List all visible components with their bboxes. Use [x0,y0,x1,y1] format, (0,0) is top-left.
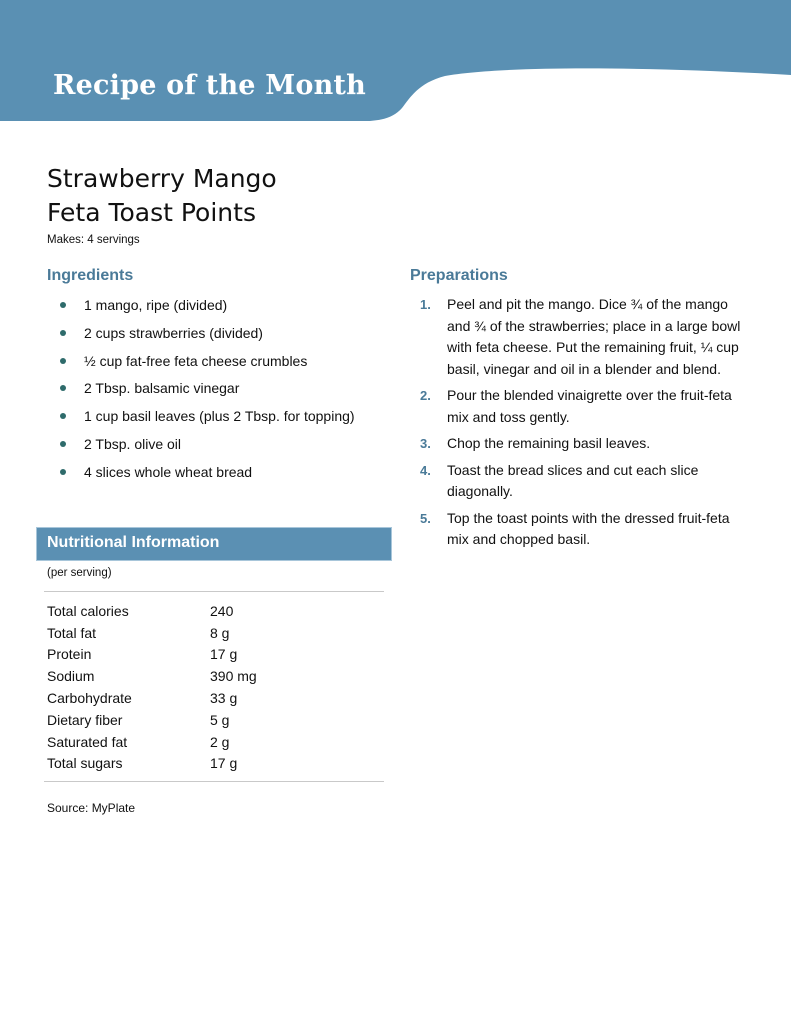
header-banner [0,0,791,121]
ingredient-text: 2 cups strawberries (divided) [84,324,263,341]
ingredient-item [60,434,355,462]
nutrient-label: Dietary fiber [47,711,123,728]
ingredient-item [60,462,355,490]
source-credit: Source: MyPlate [47,801,136,815]
ingredient-text: ½ cup fat-free feta cheese crumbles [84,352,308,369]
ingredients-heading: Ingredients [47,267,134,284]
nutrient-label: Protein [47,646,92,663]
table-row [47,709,257,731]
ingredient-text: 2 Tbsp. balsamic vinegar [84,380,240,397]
preparation-step [420,294,750,380]
preparation-step [420,460,750,503]
step-number: 5. [420,510,431,526]
nutrient-value: 2 g [210,733,230,750]
bullet-icon [60,302,66,308]
ingredient-item [60,378,355,406]
preparation-step [420,385,750,428]
step-number: 2. [420,388,431,403]
nutrient-label: Total calories [47,602,129,619]
nutrient-label: Sodium [47,668,95,685]
step-text: Pour the blended vinaigrette over the fruit-feta mix and toss gently. [447,387,732,425]
ingredients-list [60,295,355,490]
step-text: Toast the bread slices and cut each slice diagonally. [447,461,699,499]
table-row [47,600,257,622]
nutrient-value: 8 g [210,624,230,641]
recipe-title-line1: Strawberry Mango [47,164,277,193]
nutrient-label: Total fat [47,624,97,641]
step-number: 3. [420,436,431,451]
table-row [47,644,257,666]
bullet-icon [60,469,66,475]
ingredient-text: 1 mango, ripe (divided) [84,297,228,313]
nutrient-value: 5 g [210,711,230,728]
nutrition-table [47,600,257,774]
nutrient-value: 17 g [210,755,238,772]
bullet-icon [60,330,66,336]
bullet-icon [60,385,66,391]
bullet-icon [60,413,66,419]
table-row [47,731,257,753]
nutrient-label: Total sugars [47,755,123,772]
preparation-step [420,433,750,455]
servings-text: Makes: 4 servings [47,234,140,246]
ingredient-item [60,295,355,323]
divider [44,781,384,782]
nutrition-heading: Nutritional Information [47,534,220,551]
preparation-step [420,508,750,551]
table-row [47,753,257,775]
ingredient-item [60,406,355,434]
ingredient-item [60,351,355,379]
per-serving-note: (per serving) [47,567,112,579]
ingredient-text: 1 cup basil leaves (plus 2 Tbsp. for topping) [84,408,355,425]
table-row [47,665,257,687]
nutrient-value: 240 [210,602,234,619]
step-number: 4. [420,462,431,478]
recipe-title-line2: Feta Toast Points [47,198,256,227]
recipe-title [47,162,377,230]
step-text: Chop the remaining basil leaves. [447,435,651,451]
nutrient-value: 390 mg [210,668,257,685]
nutrient-label: Carbohydrate [47,690,132,707]
table-row [47,622,257,644]
ingredient-text: 2 Tbsp. olive oil [84,435,182,452]
step-number: 1. [420,297,431,312]
banner-title: Recipe of the Month [53,70,366,101]
bullet-icon [60,441,66,447]
banner-background [0,0,791,121]
ingredient-text: 4 slices whole wheat bread [84,463,253,480]
nutrient-value: 33 g [210,690,238,707]
nutrient-label: Saturated fat [47,733,128,750]
nutrition-header-bar [36,527,392,561]
preparations-heading: Preparations [410,267,508,284]
bullet-icon [60,358,66,364]
table-row [47,687,257,709]
step-text: Top the toast points with the dressed fruit-feta mix and chopped basil. [447,509,730,547]
nutrient-value: 17 g [210,646,238,663]
divider [44,591,384,592]
ingredient-item [60,323,355,351]
preparation-steps [420,294,750,556]
step-text: Peel and pit the mango. Dice ¾ of the mango and ¾ of the strawberries; place in a large bowl with feta cheese. Put the remaining fruit, ¼ cup basil, vinegar and oil in a blender and blend. [447,296,741,377]
